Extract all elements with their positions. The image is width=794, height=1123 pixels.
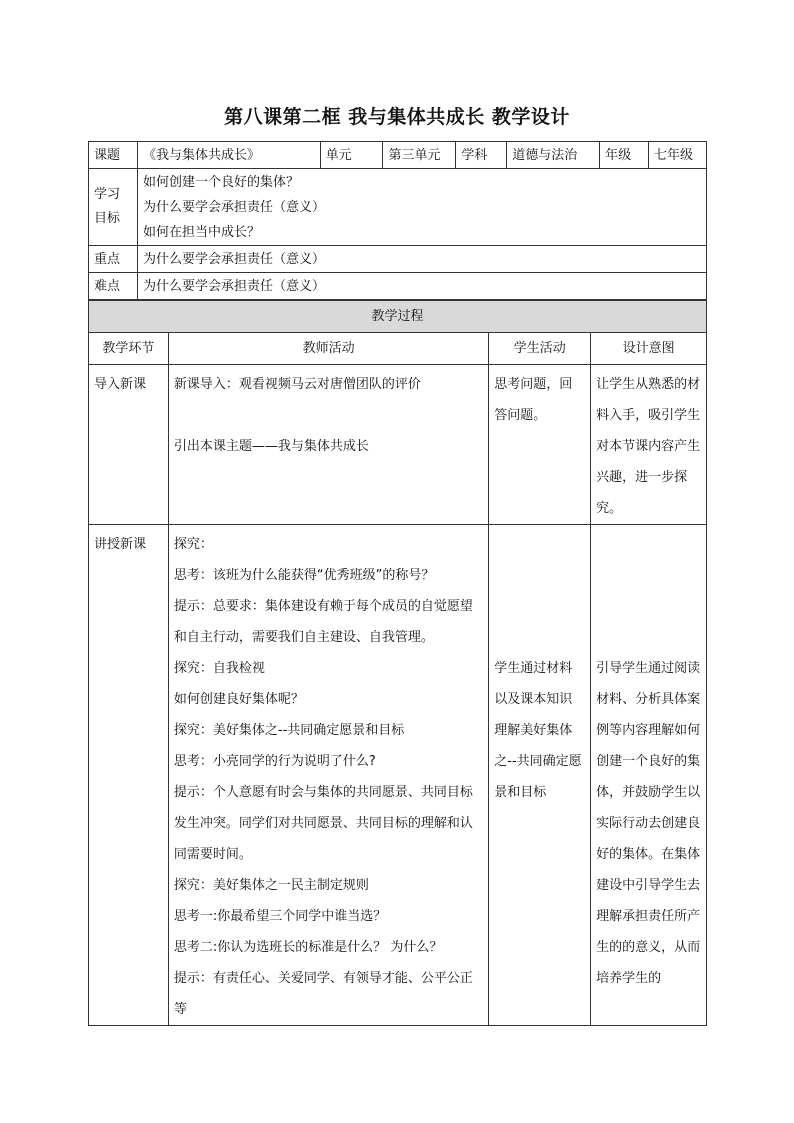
teacher-line: 探究：美好集体之一民主制定规则 [173, 878, 369, 893]
page-title: 第八课第二框 我与集体共成长 教学设计 [224, 106, 570, 128]
teacher-line: 思考二:你认为选班长的标准是什么？ 为什么？ [173, 940, 443, 955]
col-teacher: 教师活动 [168, 333, 488, 365]
intent-cell: 让学生从熟悉的材料入手，吸引学生对本节课内容产生兴趣，进一步探究。 [591, 365, 707, 525]
subject-label: 学科 [456, 142, 507, 169]
unit-value: 第三单元 [383, 142, 456, 169]
teacher-cell [168, 365, 488, 525]
teacher-line: 新课导入：观看视频马云对唐僧团队的评价 [173, 377, 421, 392]
process-header: 教学过程 [89, 301, 707, 333]
subject-value: 道德与法治 [507, 142, 600, 169]
col-student: 学生活动 [489, 333, 591, 365]
goals-label: 学习目标 [89, 169, 138, 246]
intent-cell [591, 525, 707, 1026]
teacher-line: 如何创建良好集体呢？ [173, 692, 304, 707]
teacher-cell [168, 525, 488, 1026]
course-label: 课题 [89, 142, 138, 169]
student-cell [489, 525, 591, 1026]
goal-item: 如何创建一个良好的集体？ [142, 175, 299, 190]
teacher-line-blank [174, 400, 483, 431]
student-spacer [494, 529, 585, 653]
grade-value: 七年级 [649, 142, 707, 169]
stage-cell: 导入新课 [89, 365, 169, 525]
col-stage: 教学环节 [89, 333, 169, 365]
goal-item: 为什么要学会承担责任（意义） [142, 200, 325, 215]
intent-text: 引导学生通过阅读材料、分析具体案例等内容理解如何创建一个良好的集体，并鼓励学生以实际行动去创建良好的集体。在集体建设中引导学生去理解承担责任所产生的的意义，从而培养学生的 [596, 661, 701, 986]
goals-cell [137, 169, 706, 246]
difficult-label: 难点 [89, 273, 138, 300]
student-text: 学生通过材料以及课本知识理解美好集体之--共同确定愿景和目标 [494, 661, 582, 800]
teacher-line: 提示：个人意愿有时会与集体的共同愿景、共同目标发生冲突。同学们对共同愿景、共同目标的理解和认同需要时间。 [173, 785, 473, 862]
stage-cell: 讲授新课 [89, 525, 169, 1026]
student-cell: 思考问题，回答问题。 [489, 365, 591, 525]
info-row-key [89, 246, 707, 273]
teacher-line: 思考一:你最希望三个同学中谁当选？ [173, 909, 387, 924]
process-column-headers [89, 333, 707, 365]
teacher-line: 思考：该班为什么能获得“优秀班级”的称号？ [173, 568, 435, 583]
teacher-line: 提示：有责任心、关爱同学、有领导才能、公平公正等 [173, 971, 473, 1017]
goal-item: 如何在担当中成长？ [142, 225, 260, 240]
difficult-value: 为什么要学会承担责任（意义） [137, 273, 706, 300]
unit-label: 单元 [320, 142, 383, 169]
teacher-line: 探究：美好集体之--共同确定愿景和目标 [173, 723, 405, 738]
process-table [88, 300, 707, 1026]
col-intent: 设计意图 [591, 333, 707, 365]
intent-spacer [596, 529, 701, 653]
info-table [88, 141, 707, 300]
teacher-line: 思考：小亮同学的行为说明了什么? [173, 754, 376, 769]
grade-label: 年级 [600, 142, 649, 169]
teacher-line: 探究：自我检视 [173, 661, 265, 676]
process-row-teach [89, 525, 707, 1026]
info-row-goals [89, 169, 707, 246]
course-value: 《我与集体共成长》 [137, 142, 320, 169]
key-value: 为什么要学会承担责任（意义） [137, 246, 706, 273]
process-row-intro [89, 365, 707, 525]
key-label: 重点 [89, 246, 138, 273]
teacher-line: 提示：总要求：集体建设有赖于每个成员的自觉愿望和自主行动，需要我们自主建设、自我管理。 [173, 599, 473, 645]
info-row-difficult [89, 273, 707, 300]
teacher-line: 探究： [173, 537, 213, 552]
info-row-course [89, 142, 707, 169]
teacher-line: 引出本课主题——我与集体共成长 [173, 439, 369, 454]
